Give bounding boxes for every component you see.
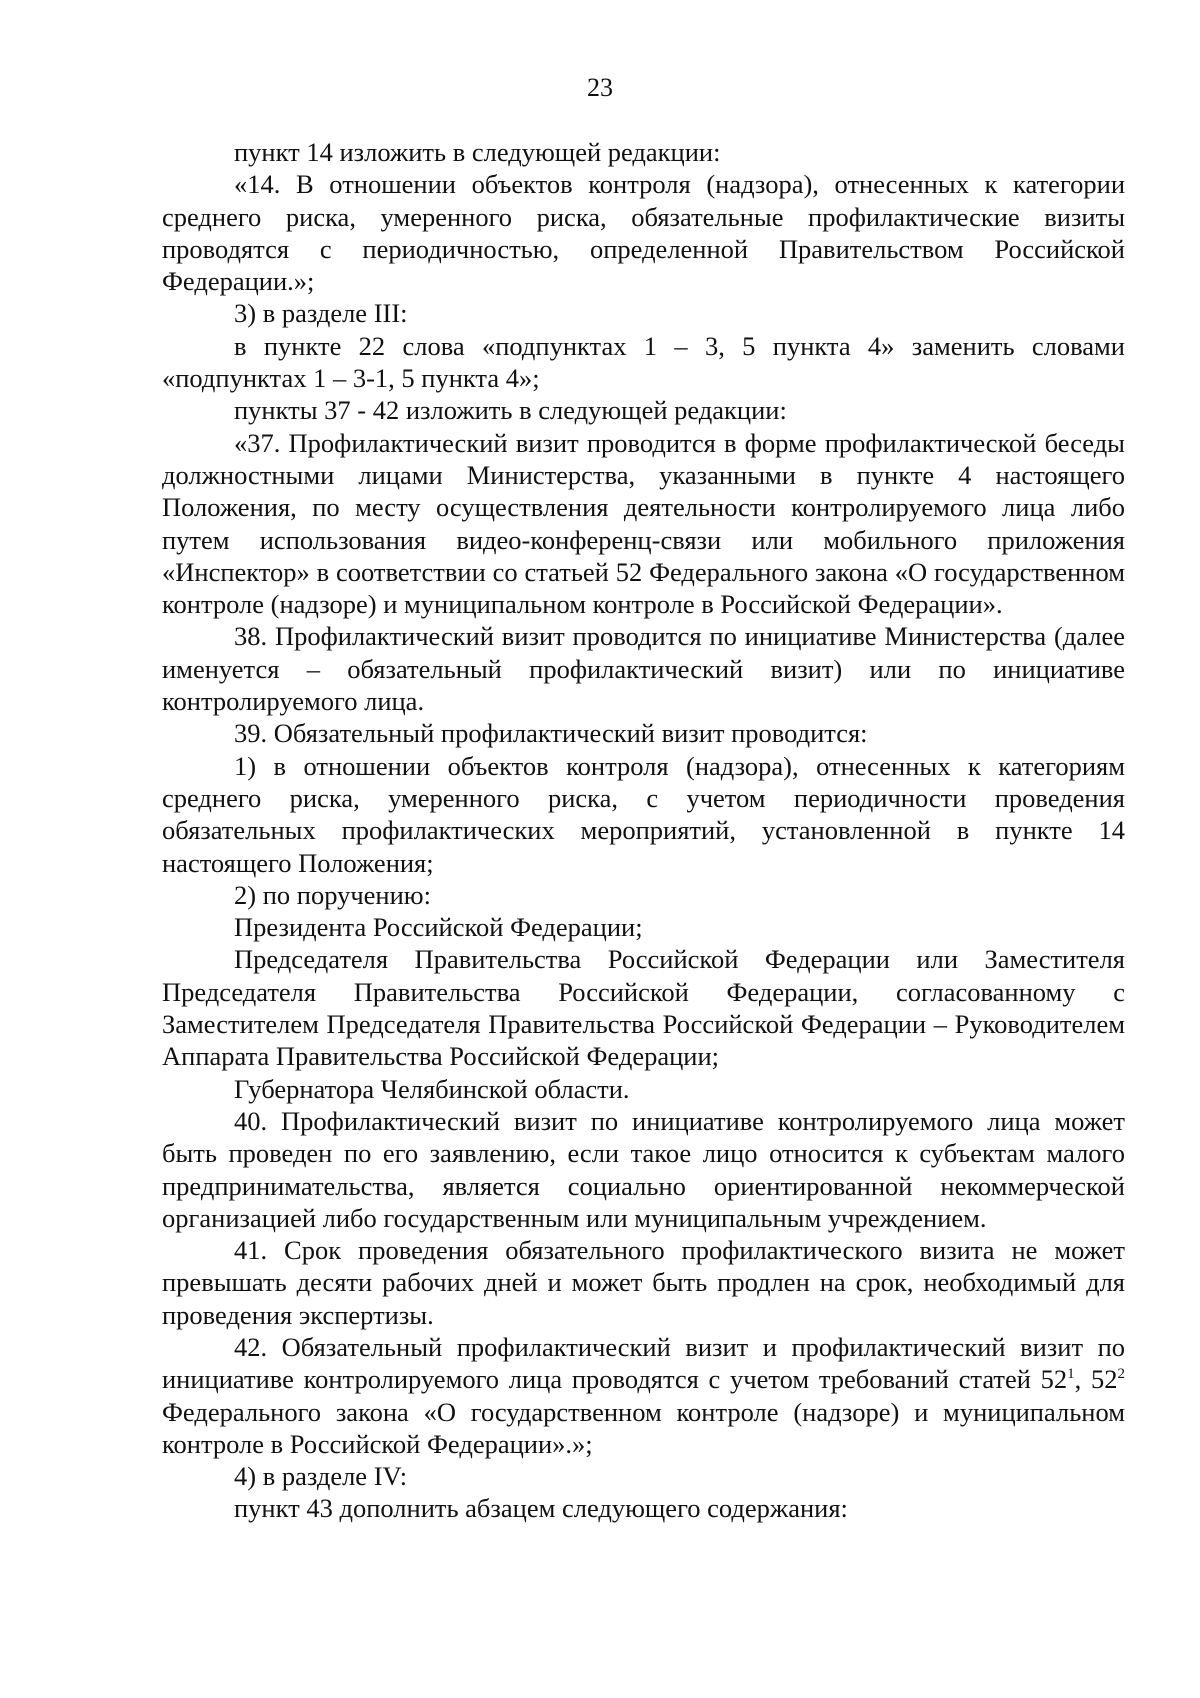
paragraph-42-text: , 52: [1074, 1364, 1118, 1395]
paragraph: «14. В отношении объектов контроля (надзора), отнесенных к категории среднего риска, умеренного риска, обязательные профилактические визиты проводятся с периодичностью, определенной Правительством Российской Федерации.»;: [162, 169, 1125, 297]
paragraph: 40. Профилактический визит по инициативе контролируемого лица может быть проведен по его заявлению, если такое лицо относится к субъектам малого предпринимательства, является социально ориентированной некоммерческой организацией либо государственным или муниципальным учреждением.: [162, 1105, 1125, 1233]
paragraph: 4) в разделе IV:: [234, 1461, 408, 1492]
paragraph: 1) в отношении объектов контроля (надзора), отнесенных к категориям среднего риска, умеренного риска, с учетом периодичности проведения обязательных профилактических мероприятий, установленной в пункте 14 настоящего Положения;: [162, 750, 1125, 878]
paragraph: пункты 37 - 42 изложить в следующей редакции:: [234, 395, 787, 426]
paragraph: Губернатора Челябинской области.: [234, 1073, 630, 1104]
superscript: 1: [1067, 1366, 1075, 1383]
page-number: 23: [587, 73, 613, 102]
paragraph: пункт 14 изложить в следующей редакции:: [234, 137, 721, 167]
paragraph: 41. Срок проведения обязательного профилактического визита не может превышать десяти рабочих дней и может быть продлен на срок, необходимый для проведения экспертизы.: [162, 1235, 1125, 1330]
document-body: [162, 136, 1125, 1525]
paragraph-42-text: Федерального закона «О государственном контроле (надзоре) и муниципальном контроле в Российской Федерации».»;: [162, 1396, 1125, 1459]
paragraph: пункт 43 дополнить абзацем следующего содержания:: [234, 1493, 848, 1524]
paragraph: 39. Обязательный профилактический визит проводится:: [234, 718, 868, 749]
paragraph: Председателя Правительства Российской Федерации или Заместителя Председателя Правительства Российской Федерации, согласованному с Заместителем Председателя Правительства Российской Федерации – Руководителем Аппарата Правительства Российской Федерации;: [162, 944, 1125, 1072]
paragraph: 38. Профилактический визит проводится по инициативе Министерства (далее именуется – обязательный профилактический визит) или по инициативе контролируемого лица.: [162, 621, 1125, 717]
superscript: 2: [1117, 1366, 1125, 1383]
paragraph-42: [162, 1331, 1125, 1460]
paragraph: Президента Российской Федерации;: [234, 912, 643, 943]
paragraph-42-text: 42. Обязательный профилактический визит и профилактический визит по инициативе контролируемого лица проводятся с учетом требований статей 52: [162, 1331, 1125, 1395]
paragraph: 2) по поручению:: [234, 879, 431, 910]
paragraph: 3) в разделе III:: [234, 298, 408, 329]
paragraph: в пункте 22 слова «подпунктах 1 – 3, 5 пункта 4» заменить словами «подпунктах 1 – 3-1, 5 пункта 4»;: [162, 330, 1125, 394]
paragraph: «37. Профилактический визит проводится в форме профилактической беседы должностными лицами Министерства, указанными в пункте 4 настоящего Положения, по месту осуществления деятельности контролируемого лица либо путем использования видео-конференц-связи или мобильного приложения «Инспектор» в соответствии со статьей 52 Федерального закона «О государственном контроле (надзоре) и муниципальном контроле в Российской Федерации».: [162, 427, 1125, 620]
